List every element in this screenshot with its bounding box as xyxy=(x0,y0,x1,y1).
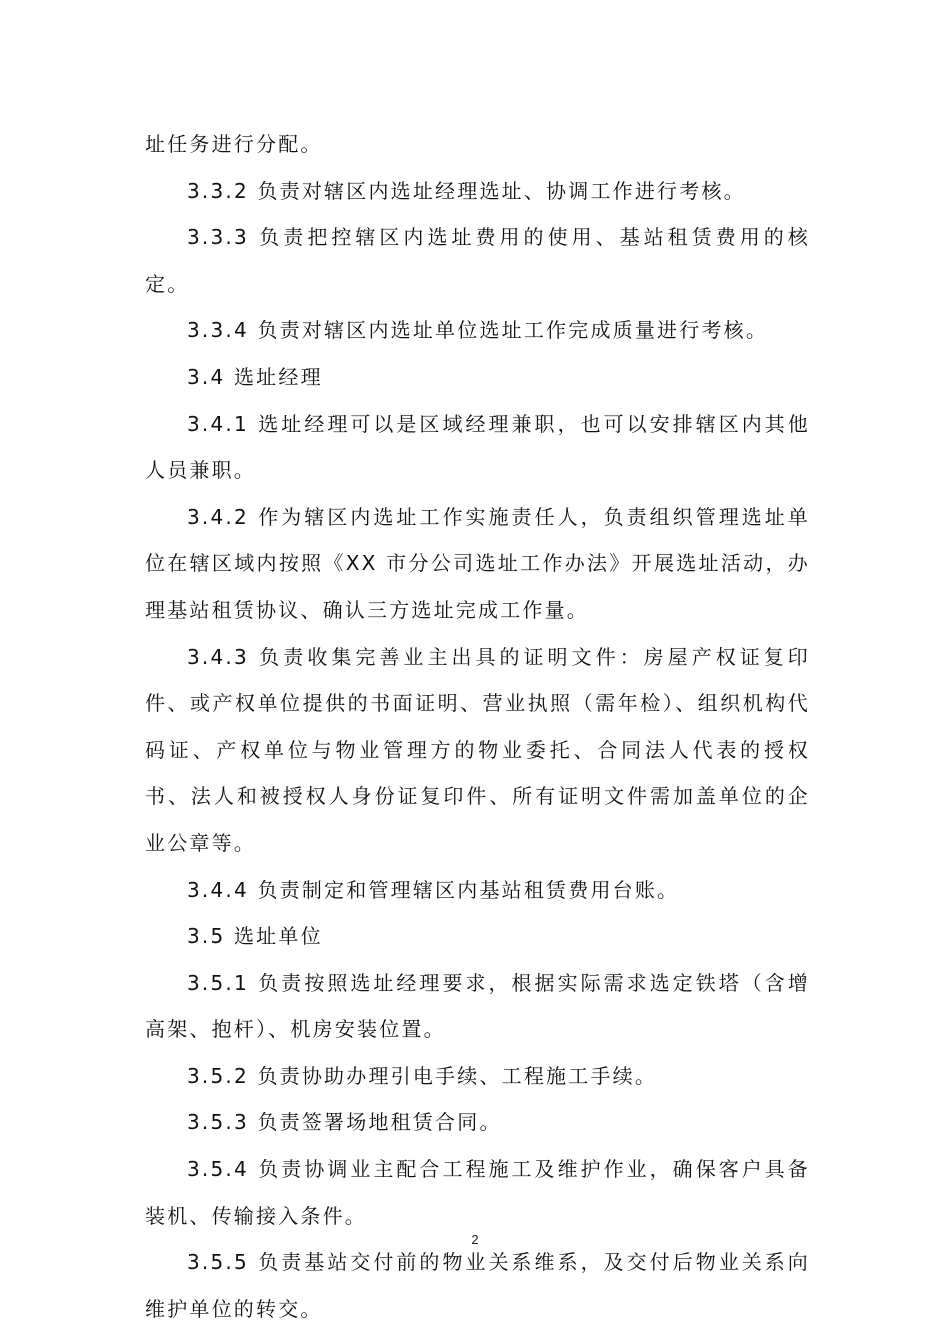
paragraph-3-5-1: 3.5.1 负责按照选址经理要求，根据实际需求选定铁塔（含增高架、抱杆）、机房安装位置。 xyxy=(145,970,810,1042)
paragraph-3-4-1: 3.4.1 选址经理可以是区域经理兼职，也可以安排辖区内其他人员兼职。 xyxy=(145,411,810,483)
paragraph-3-4-3: 3.4.3 负责收集完善业主出具的证明文件：房屋产权证复印件、或产权单位提供的书面证明、营业执照（需年检）、组织机构代码证、产权单位与物业管理方的物业委托、合同法人代表的授权书、法人和被授权人身份证复印件、所有证明文件需加盖单位的企业公章等。 xyxy=(145,644,810,855)
paragraph-3-3-2: 3.3.2 负责对辖区内选址经理选址、协调工作进行考核。 xyxy=(187,178,746,203)
heading-3-4: 3.4 选址经理 xyxy=(187,364,323,389)
heading-3-5: 3.5 选址单位 xyxy=(187,924,323,949)
paragraph-3-5-2: 3.5.2 负责协助办理引电手续、工程施工手续。 xyxy=(187,1063,658,1088)
paragraph-3-5-4: 3.5.4 负责协调业主配合工程施工及维护作业，确保客户具备装机、传输接入条件。 xyxy=(145,1157,810,1228)
paragraph-3-3-3: 3.3.3 负责把控辖区内选址费用的使用、基站租赁费用的核定。 xyxy=(145,225,810,296)
paragraph-3-5-5: 3.5.5 负责基站交付前的物业关系维系，及交付后物业关系向维护单位的转交。 xyxy=(145,1250,810,1321)
paragraph-3-5-3: 3.5.3 负责签署场地租赁合同。 xyxy=(187,1110,502,1135)
document-body xyxy=(145,121,810,1332)
paragraph-3-4-2: 3.4.2 作为辖区内选址工作实施责任人，负责组织管理选址单位在辖区域内按照《XX 市分公司选址工作办法》开展选址活动，办理基站租赁协议、确认三方选址完成工作量。 xyxy=(145,504,810,622)
paragraph-3-4-4: 3.4.4 负责制定和管理辖区内基站租赁费用台账。 xyxy=(187,877,680,902)
page-number: 2 xyxy=(471,1232,479,1247)
paragraph-3-3-4: 3.3.4 负责对辖区内选址单位选址工作完成质量进行考核。 xyxy=(187,318,769,343)
paragraph-continuation: 址任务进行分配。 xyxy=(145,132,323,156)
